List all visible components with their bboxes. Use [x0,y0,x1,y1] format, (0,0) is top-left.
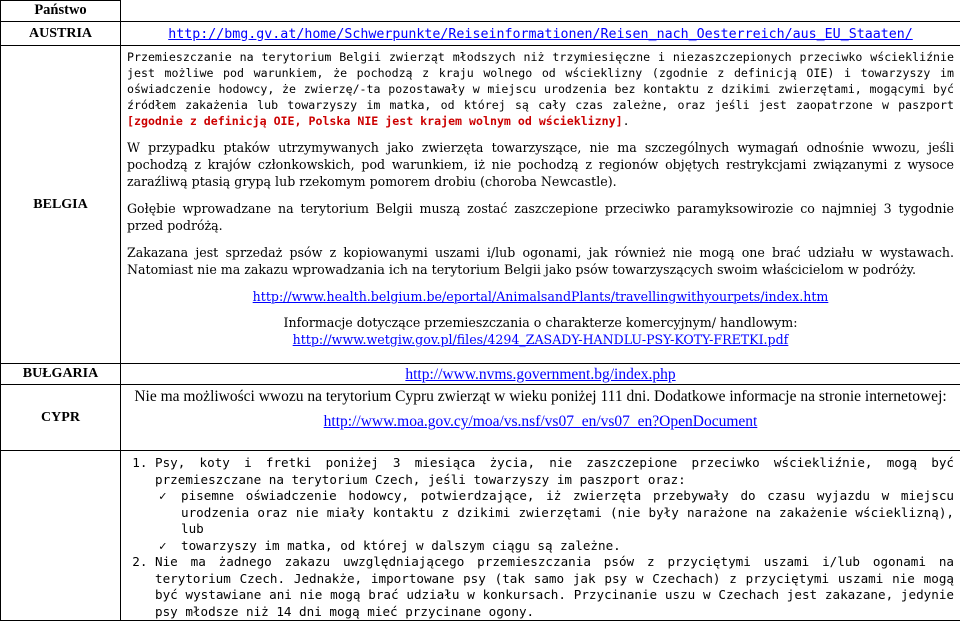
row-cypr [1,385,960,451]
row-belgia [1,46,960,364]
belgia-paragraph-1: Przemieszczanie na terytorium Belgii zwierząt młodszych niż trzymiesięczne i niezaszczepionych przeciwko wściekliźnie jest możliwe pod warunkiem, że pochodzą z kraju wolnego od wścieklizny (zgodnie z definicją OIE) i towarzyszy im oświadczenie hodowcy, że zwierzę/-ta pozostawały w miejscu urodzenia bez kontaktu z dzikimi zwierzętami, mogącymi być źródłem zakażenia lub towarzyszy im matka, od której są cały czas zależne, oraz jeśli jest zaopatrzone w paszport [zgodnie z definicją OIE, Polska NIE jest krajem wolnym od wścieklizny]. [127,49,954,129]
belgia-info-link[interactable]: http://www.wetgiw.gov.pl/files/4294_ZASADY-HANDLU-PSY-KOTY-FRETKI.pdf [293,332,789,347]
belgia-paragraph-4: Zakazana jest sprzedaż psów z kopiowanymi uszami i/lub ogonami, jak również nie mogą one brać udziału w wystawach. Natomiast nie ma zakazu wprowadzania ich na terytorium Belgii jako psów towarzyszących swoim właścicielom w podróży. [127,244,954,278]
czechy-check-2: ✓ towarzyszy im matka, od której w dalszym ciągu są zależne. [155,538,954,555]
czechy-check-1: ✓ pisemne oświadczenie hodowcy, potwierdzające, iż zwierzęta przebywały do czasu wyjazdu w miejscu urodzenia oraz nie miały kontaktu z dzikimi zwierzętami (nie były narażone na zakażenie wścieklizną), lub [155,488,954,538]
czechy-check-list [155,488,954,554]
country-bulgaria: BUŁGARIA [1,364,121,385]
header-blank [121,1,960,22]
austria-link[interactable]: http://bmg.gv.at/home/Schwerpunkte/Reiseinformationen/Reisen_nach_Oesterreich/aus_EU_Staaten/ [168,27,913,42]
country-austria: AUSTRIA [1,22,121,46]
row-austria [1,22,960,46]
check-icon: ✓ [159,488,167,505]
cypr-link[interactable]: http://www.moa.gov.cy/moa/vs.nsf/vs07_en/vs07_en?OpenDocument [324,413,758,430]
czechy-list [127,455,954,620]
country-czechy [1,451,121,621]
belgia-red-note: [zgodnie z definicją OIE, Polska NIE jest krajem wolnym od wścieklizny] [127,114,623,128]
belgia-paragraph-3: Gołębie wprowadzane na terytorium Belgii muszą zostać zaszczepione przeciwko paramyksowirozie co najmniej 3 tygodnie przed podróżą. [127,200,954,234]
header-country: Państwo [1,1,121,22]
belgia-info: Informacje dotyczące przemieszczania o charakterze komercyjnym/ handlowym: [127,314,954,331]
cypr-text: Nie ma możliwości wwozu na terytorium Cypru zwierząt w wieku poniżej 111 dni. Dodatkowe informacje na stronie internetowej: [127,387,954,407]
row-czechy [1,451,960,621]
czechy-item-1: 1. Psy, koty i fretki poniżej 3 miesiąca życia, nie zaszczepione przeciwko wściekliźnie, mogą być przemieszczane na terytorium Czech, jeśli towarzyszy im paszport oraz: ✓ pisemne oświadczenie hodowcy, potwierdzające, iż zwierzęta przebywały do czasu wyjazdu w miejscu urodzenia oraz nie miały kontaktu z dzikimi zwierzętami (nie były narażone na zakażenie wścieklizną), lub ✓ towarzyszy im matka, od której w dalszym ciągu są zależne. [155,455,954,554]
check-icon: ✓ [159,538,167,555]
country-belgia: BELGIA [1,46,121,364]
bulgaria-link[interactable]: http://www.nvms.government.bg/index.php [405,366,675,383]
country-cypr: CYPR [1,385,121,451]
header-row [1,1,960,22]
belgia-link[interactable]: http://www.health.belgium.be/eportal/AnimalsandPlants/travellingwithyourpets/index.htm [253,289,829,304]
belgia-paragraph-2: W przypadku ptaków utrzymywanych jako zwierzęta towarzyszące, nie ma szczególnych wymagań odnośnie wwozu, jeśli pochodzą z krajów członkowskich, pod warunkiem, iż nie pochodzą z regionów objętych restrykcjami związanymi z wysoce zaraźliwą ptasią grypą lub rzekomym pomorem drobiu (choroba Newcastle). [127,139,954,190]
czechy-item-2: 2. Nie ma żadnego zakazu uwzględniającego przemieszczania psów z przyciętymi uszami i/lub ogonami na terytorium Czech. Jednakże, importowane psy (tak samo jak psy w Czechach) z przyciętymi uszami nie mogą być wystawiane ani nie mogą brać udziału w konkursach. Przycinanie uszu w Czechach jest zakazane, jedynie psy młodsze niż 14 dni mogą mieć przycinane ogony. [155,554,954,620]
row-bulgaria [1,364,960,385]
